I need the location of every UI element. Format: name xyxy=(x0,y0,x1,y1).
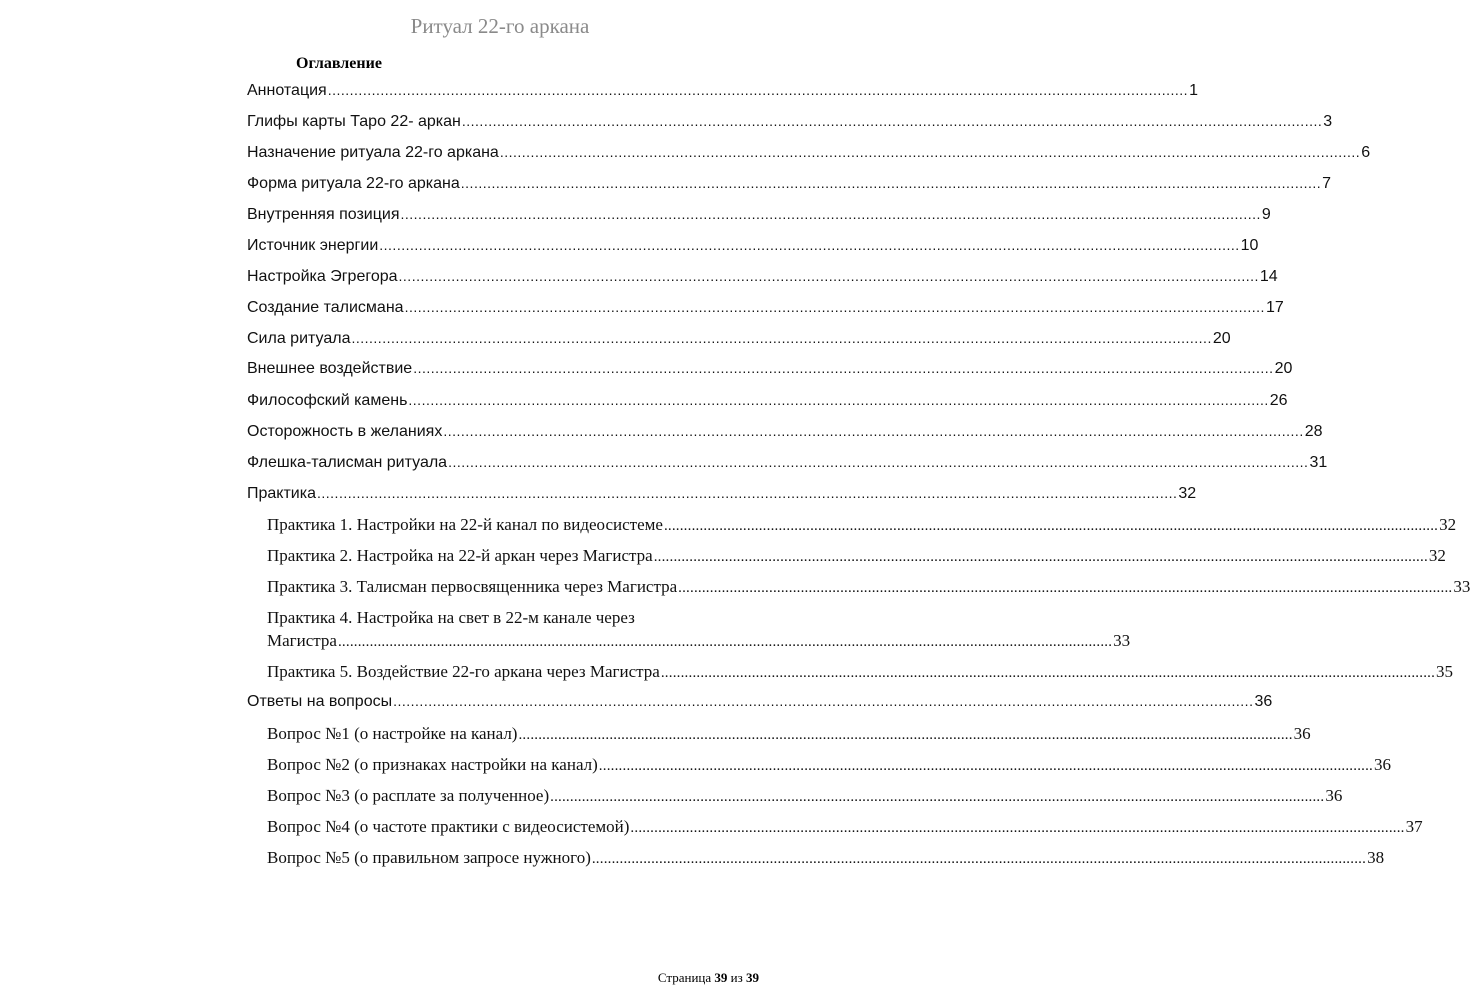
toc-entry-question-5[interactable] xyxy=(267,848,1385,868)
toc-entry-label: Практика 3. Талисман первосвященника через Магистра xyxy=(267,577,678,596)
toc-leader-dots: .................................................................................................................................................................................................... xyxy=(443,423,1304,439)
toc-leader-dots: .................................................................................................................................................................................................... xyxy=(400,206,1261,222)
toc-entry-page: 20 xyxy=(1212,330,1231,347)
toc-entry-label: Вопрос №3 (о расплате за полученное) xyxy=(267,786,550,805)
footer-total-pages: 39 xyxy=(746,970,759,985)
toc-entry-label: Вопрос №1 (о настройке на канал) xyxy=(267,724,518,743)
toc-entry-page: 9 xyxy=(1261,206,1271,223)
toc-leader-dots: .................................................................................................................................................................................................... xyxy=(448,454,1309,470)
toc-entry-label: Создание талисмана xyxy=(247,299,404,316)
toc-entry-label: Практика 2. Настройка на 22-й аркан через Магистра xyxy=(267,546,653,565)
toc-entry-label: Источник энергии xyxy=(247,237,379,254)
running-header: Ритуал 22-го аркана xyxy=(410,14,590,38)
toc-entry-question-1[interactable] xyxy=(267,724,1311,744)
toc-entry-flash-talisman[interactable] xyxy=(247,454,1328,472)
toc-entry-page: 35 xyxy=(1436,662,1454,681)
toc-entry-page: 33 xyxy=(1453,577,1470,596)
toc-entry-practice-1[interactable] xyxy=(267,515,1457,535)
toc-entry-label: Настройка Эгрегора xyxy=(247,268,398,285)
toc-entry-practice-3[interactable] xyxy=(267,577,1470,597)
toc-entry-form[interactable] xyxy=(247,175,1332,193)
toc-entry-page: 10 xyxy=(1240,237,1259,254)
toc-entry-practice-5[interactable] xyxy=(267,662,1454,682)
toc-leader-dots: .................................................................................................................................................................................................... xyxy=(317,485,1178,501)
toc-entry-talisman-creation[interactable] xyxy=(247,299,1284,317)
toc-leader-dots: .................................................................................................................................................................................................... xyxy=(408,392,1269,408)
toc-leader-dots: .................................................................................................................................................................................................... xyxy=(393,693,1254,709)
page-footer xyxy=(658,970,759,986)
toc-leader-dots: .................................................................................................................................................................................................... xyxy=(460,175,1322,191)
toc-leader-dots: .................................................................................................................................................................................................... xyxy=(379,237,1240,253)
footer-current-page: 39 xyxy=(714,970,728,985)
toc-entry-page: 1 xyxy=(1189,82,1198,99)
toc-entry-page: 36 xyxy=(1254,693,1273,710)
toc-entry-egregor[interactable] xyxy=(247,268,1278,286)
toc-entry-page: 36 xyxy=(1374,755,1391,774)
toc-entry-label: Практика xyxy=(247,485,316,502)
toc-entry-label: Назначение ритуала 22-го аркана xyxy=(247,144,499,161)
toc-entry-page: 36 xyxy=(1325,786,1343,805)
footer-prefix: Страница xyxy=(657,970,712,985)
toc-leader-dots: .................................................................................................................................................................................................... xyxy=(591,851,1367,867)
footer-separator: из xyxy=(730,970,743,985)
toc-entry-page: 32 xyxy=(1428,546,1446,565)
toc-leader-dots: .................................................................................................................................................................................................... xyxy=(461,113,1323,129)
toc-entry-page: 32 xyxy=(1439,515,1457,534)
toc-entry-page: 3 xyxy=(1323,113,1333,130)
toc-entry-label: Глифы карты Таро 22- аркан xyxy=(247,113,461,130)
toc-entry-glyphs[interactable] xyxy=(247,113,1333,131)
toc-entry-label: Сила ритуала xyxy=(247,330,351,347)
toc-entry-label: Практика 1. Настройки на 22-й канал по видеосистеме xyxy=(267,515,663,534)
toc-entry-label: Магистра xyxy=(267,631,337,650)
toc-entry-label: Внешнее воздействие xyxy=(247,360,413,377)
toc-entry-question-4[interactable] xyxy=(267,817,1423,837)
toc-entry-page: 7 xyxy=(1322,175,1332,192)
toc-entry-caution[interactable] xyxy=(247,423,1323,441)
toc-leader-dots: .................................................................................................................................................................................................... xyxy=(630,820,1405,836)
toc-leader-dots: .................................................................................................................................................................................................... xyxy=(653,549,1428,565)
toc-leader-dots: .................................................................................................................................................................................................... xyxy=(499,144,1361,160)
toc-entry-label: Вопрос №5 (о правильном запросе нужного) xyxy=(267,848,591,867)
toc-entry-page: 32 xyxy=(1178,485,1197,502)
toc-entry-label: Осторожность в желаниях xyxy=(247,423,443,440)
toc-entry-page: 36 xyxy=(1293,724,1311,743)
toc-entry-page: 26 xyxy=(1269,392,1288,409)
toc-entry-page: 38 xyxy=(1367,848,1385,867)
toc-entry-page: 20 xyxy=(1274,360,1293,377)
toc-entry-question-3[interactable] xyxy=(267,786,1343,806)
toc-leader-dots: .................................................................................................................................................................................................... xyxy=(404,299,1265,315)
toc-entry-ritual-power[interactable] xyxy=(247,330,1231,348)
toc-leader-dots: .................................................................................................................................................................................................... xyxy=(337,634,1113,650)
toc-entry-external-influence[interactable] xyxy=(247,360,1293,378)
toc-entry-question-2[interactable] xyxy=(267,755,1391,775)
toc-entry-practice-2[interactable] xyxy=(267,546,1446,566)
toc-entry-label: Аннотация xyxy=(247,82,327,99)
toc-entry-page: 28 xyxy=(1304,423,1323,440)
toc-entry-inner-position[interactable] xyxy=(247,206,1271,224)
toc-entry-label: Вопрос №4 (о частоте практики с видеосистемой) xyxy=(267,817,630,836)
toc-entry-practice-4-line1[interactable]: Практика 4. Настройка на свет в 22-м канале через xyxy=(267,608,635,627)
toc-entry-label: Философский камень xyxy=(247,392,408,409)
toc-leader-dots: .................................................................................................................................................................................................... xyxy=(598,758,1373,774)
toc-entry-label: Внутренняя позиция xyxy=(247,206,400,223)
toc-entry-practice[interactable] xyxy=(247,485,1197,503)
toc-leader-dots: .................................................................................................................................................................................................... xyxy=(550,789,1325,805)
toc-leader-dots: .................................................................................................................................................................................................... xyxy=(413,360,1274,376)
toc-entry-practice-4[interactable] xyxy=(267,631,1131,651)
toc-leader-dots: .................................................................................................................................................................................................... xyxy=(678,580,1453,596)
toc-entry-page: 33 xyxy=(1113,631,1131,650)
toc-entry-page: 6 xyxy=(1361,144,1371,161)
toc-entry-philosophers-stone[interactable] xyxy=(247,392,1288,410)
toc-entry-annotation[interactable] xyxy=(247,82,1198,100)
toc-entry-page: 17 xyxy=(1265,299,1284,316)
toc-entry-answers[interactable] xyxy=(247,693,1273,711)
toc-entry-label: Ответы на вопросы xyxy=(247,693,393,710)
toc-entry-purpose[interactable] xyxy=(247,144,1371,162)
toc-entry-label: Форма ритуала 22-го аркана xyxy=(247,175,460,192)
toc-leader-dots: .................................................................................................................................................................................................... xyxy=(663,518,1439,534)
toc-entry-page: 37 xyxy=(1405,817,1423,836)
toc-entry-page: 14 xyxy=(1259,268,1278,285)
toc-title: Оглавление xyxy=(296,55,382,72)
toc-entry-label: Практика 5. Воздействие 22-го аркана через Магистра xyxy=(267,662,660,681)
toc-leader-dots: .................................................................................................................................................................................................... xyxy=(327,82,1189,98)
toc-entry-page: 31 xyxy=(1309,454,1328,471)
toc-entry-energy-source[interactable] xyxy=(247,237,1259,255)
toc-entry-label: Вопрос №2 (о признаках настройки на канал) xyxy=(267,755,598,774)
toc-entry-label: Флешка-талисман ритуала xyxy=(247,454,448,471)
toc-leader-dots: .................................................................................................................................................................................................... xyxy=(660,665,1436,681)
toc-leader-dots: .................................................................................................................................................................................................... xyxy=(398,268,1259,284)
toc-leader-dots: .................................................................................................................................................................................................... xyxy=(518,727,1293,743)
toc-leader-dots: .................................................................................................................................................................................................... xyxy=(351,330,1212,346)
